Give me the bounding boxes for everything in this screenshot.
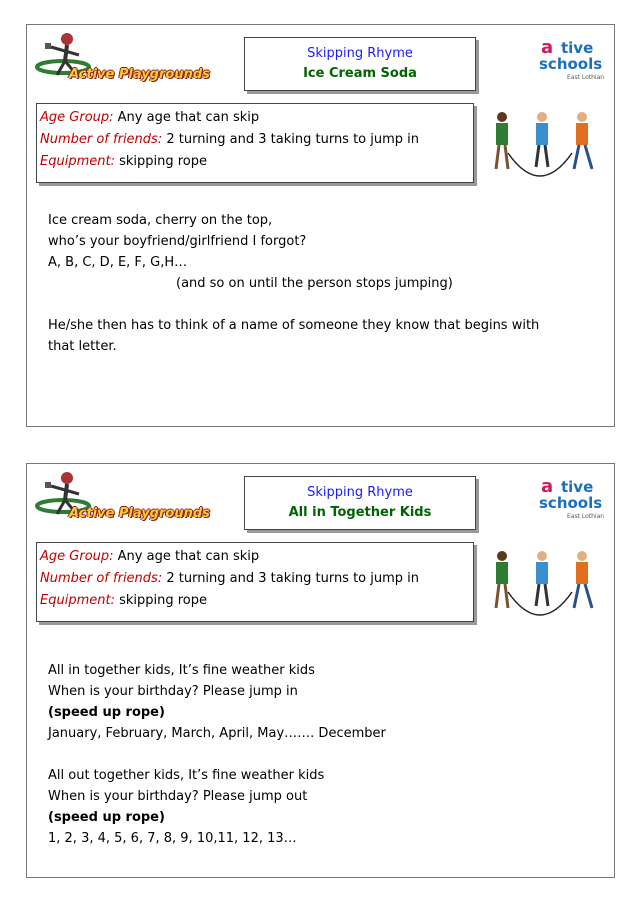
friends-value: 2 turning and 3 taking turns to jump in bbox=[162, 132, 420, 147]
age-group-row bbox=[40, 549, 259, 564]
rhyme-line: All out together kids, It’s fine weather kids bbox=[48, 768, 325, 783]
equipment-label: Equipment: bbox=[40, 154, 115, 169]
rhyme-instruction: that letter. bbox=[48, 339, 117, 354]
brand-schools: schools bbox=[539, 494, 603, 512]
age-group-value: Any age that can skip bbox=[113, 110, 260, 125]
rhyme-line: A, B, C, D, E, F, G,H… bbox=[48, 255, 188, 270]
rhyme-title: Ice Cream Soda bbox=[303, 66, 417, 81]
rhyme-note: (and so on until the person stops jumping) bbox=[176, 276, 453, 291]
rhyme-line: who’s your boyfriend/girlfriend I forgot? bbox=[48, 234, 307, 249]
kids-skipping-icon bbox=[486, 548, 604, 620]
brand-sub: East Lothian bbox=[567, 513, 605, 520]
age-group-label: Age Group: bbox=[40, 110, 114, 125]
rhyme-card-ice-cream-soda bbox=[26, 24, 615, 427]
age-group-row bbox=[40, 110, 259, 125]
friends-label: Number of friends: bbox=[40, 571, 163, 586]
title-box bbox=[244, 476, 476, 530]
rhyme-title: All in Together Kids bbox=[288, 505, 432, 520]
rhyme-line: 1, 2, 3, 4, 5, 6, 7, 8, 9, 10,11, 12, 13… bbox=[48, 831, 297, 846]
age-group-label: Age Group: bbox=[40, 549, 114, 564]
rhyme-line: January, February, March, April, May……. December bbox=[48, 726, 386, 741]
equipment-label: Equipment: bbox=[40, 593, 115, 608]
rhyme-type: Skipping Rhyme bbox=[307, 46, 413, 61]
logo-text: Active Playgrounds bbox=[69, 506, 210, 521]
age-group-value: Any age that can skip bbox=[113, 549, 260, 564]
rhyme-line: All in together kids, It’s fine weather kids bbox=[48, 663, 315, 678]
rhyme-line: When is your birthday? Please jump in bbox=[48, 684, 298, 699]
active-playgrounds-logo bbox=[33, 29, 223, 89]
rhyme-card-all-in-together bbox=[26, 463, 615, 878]
kids-skipping-icon bbox=[486, 109, 604, 181]
equipment-value: skipping rope bbox=[114, 593, 208, 608]
active-playgrounds-logo bbox=[33, 468, 223, 528]
friends-value: 2 turning and 3 taking turns to jump in bbox=[162, 571, 420, 586]
active-schools-logo bbox=[535, 37, 607, 83]
rhyme-type: Skipping Rhyme bbox=[307, 485, 413, 500]
rhyme-line: Ice cream soda, cherry on the top, bbox=[48, 213, 273, 228]
equipment-row bbox=[40, 154, 207, 169]
info-box bbox=[36, 542, 474, 622]
friends-row bbox=[40, 132, 419, 147]
brand-sub: East Lothian bbox=[567, 74, 605, 81]
equipment-row bbox=[40, 593, 207, 608]
brand-tive: tive bbox=[561, 478, 594, 496]
friends-row bbox=[40, 571, 419, 586]
rhyme-line: When is your birthday? Please jump out bbox=[48, 789, 308, 804]
info-box bbox=[36, 103, 474, 183]
brand-a: a bbox=[541, 476, 554, 497]
brand-tive: tive bbox=[561, 39, 594, 57]
friends-label: Number of friends: bbox=[40, 132, 163, 147]
rhyme-instruction: He/she then has to think of a name of someone they know that begins with bbox=[48, 318, 540, 333]
brand-a: a bbox=[541, 37, 554, 58]
brand-schools: schools bbox=[539, 55, 603, 73]
rhyme-instruction: (speed up rope) bbox=[48, 705, 165, 720]
logo-text: Active Playgrounds bbox=[69, 67, 210, 82]
title-box bbox=[244, 37, 476, 91]
active-schools-logo bbox=[535, 476, 607, 522]
rhyme-instruction: (speed up rope) bbox=[48, 810, 165, 825]
equipment-value: skipping rope bbox=[114, 154, 208, 169]
